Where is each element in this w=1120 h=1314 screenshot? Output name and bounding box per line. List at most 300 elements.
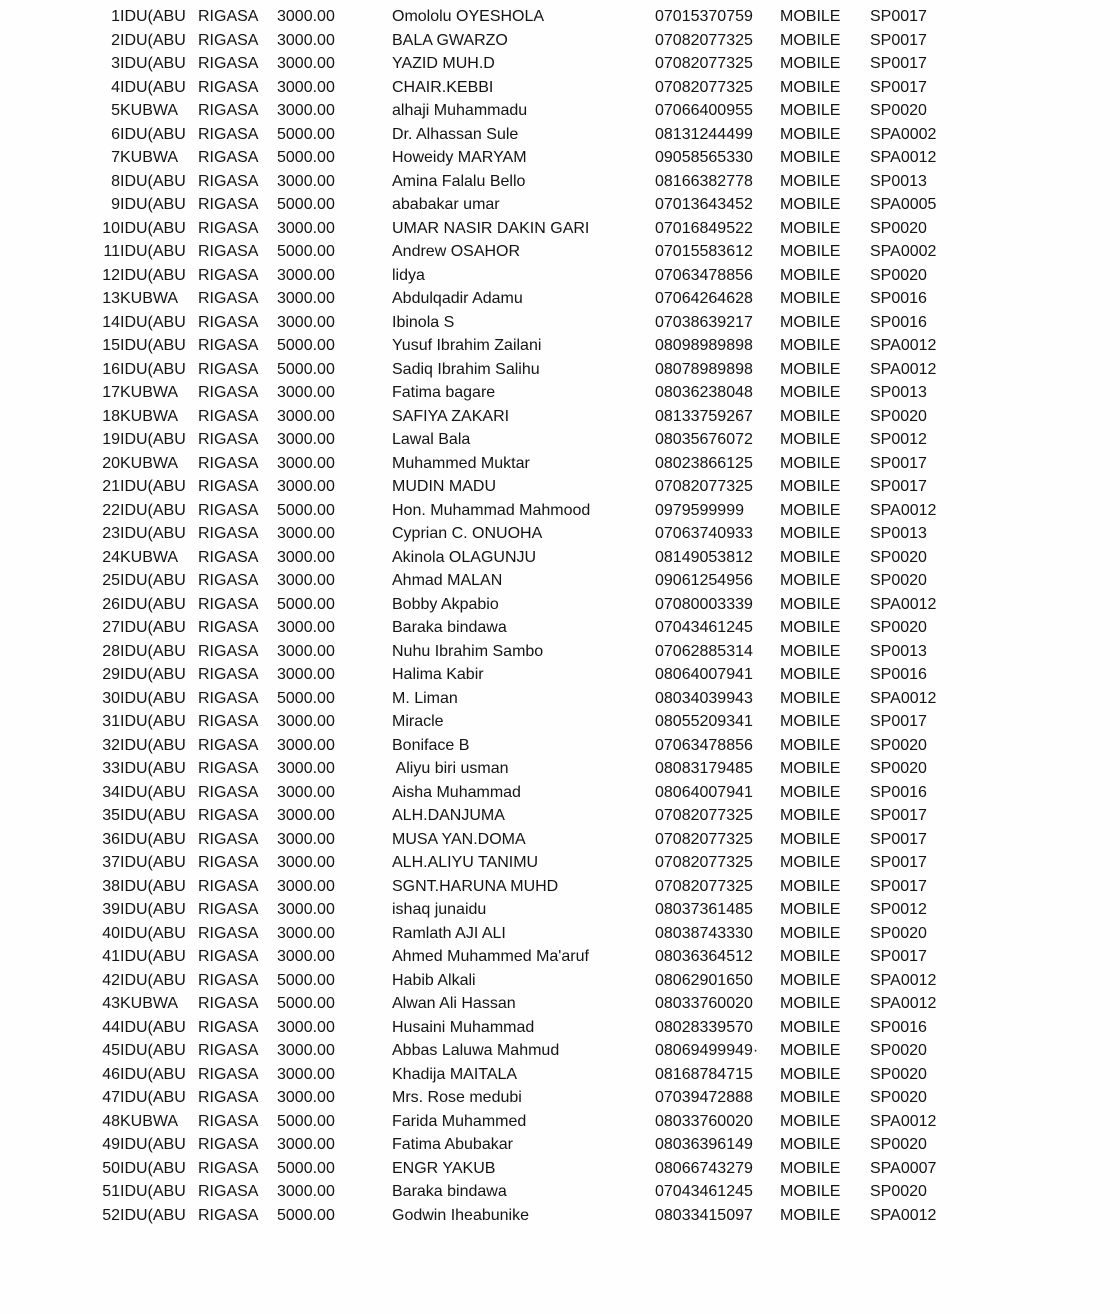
cell-line_type: MOBILE: [780, 172, 841, 190]
cell-location: IDU(ABU: [120, 689, 186, 707]
cell-serial_number: 42: [102, 971, 120, 989]
table-row: [0, 898, 1120, 922]
cell-line_type: MOBILE: [780, 877, 841, 895]
cell-amount: 5000.00: [277, 337, 335, 354]
cell-area: RIGASA: [198, 55, 259, 72]
cell-sp_code: SPA0012: [870, 501, 937, 519]
cell-location: IDU(ABU: [120, 337, 186, 354]
cell-line_type: MOBILE: [780, 78, 841, 96]
cell-amount: 3000.00: [277, 736, 335, 754]
cell-phone: 08168784715: [655, 1065, 753, 1083]
cell-name: Fatima Abubakar: [392, 1136, 513, 1153]
cell-sp_code: SP0016: [870, 666, 927, 683]
cell-serial_number: 18: [102, 407, 120, 425]
cell-serial_number: 36: [102, 830, 120, 848]
cell-sp_code: SP0016: [870, 1018, 927, 1036]
cell-phone: 08034039943: [655, 689, 753, 707]
cell-amount: 3000.00: [277, 1065, 335, 1083]
cell-serial_number: 34: [102, 783, 120, 801]
cell-phone: 07066400955: [655, 102, 753, 119]
cell-line_type: MOBILE: [780, 736, 841, 754]
table-row: [0, 1110, 1120, 1134]
cell-line_type: MOBILE: [780, 1136, 841, 1153]
cell-name: ishaq junaidu: [392, 901, 487, 918]
cell-serial_number: 20: [102, 454, 120, 472]
cell-phone: 07064264628: [655, 290, 753, 307]
cell-name: SGNT.HARUNA MUHD: [392, 877, 559, 895]
cell-location: IDU(ABU: [120, 219, 186, 237]
cell-location: IDU(ABU: [120, 1018, 186, 1036]
table-row: [0, 99, 1120, 123]
cell-line_type: MOBILE: [780, 243, 841, 260]
table-row: [0, 734, 1120, 758]
cell-name: ALH.DANJUMA: [392, 807, 505, 824]
cell-amount: 3000.00: [277, 877, 335, 895]
cell-amount: 5000.00: [277, 1112, 335, 1130]
cell-phone: 07015583612: [655, 243, 753, 260]
table-row: [0, 334, 1120, 358]
cell-name: Hon. Muhammad Mahmood: [392, 501, 591, 519]
cell-name: ababakar umar: [392, 196, 500, 213]
cell-location: IDU(ABU: [120, 78, 186, 96]
cell-amount: 3000.00: [277, 31, 335, 49]
cell-serial_number: 15: [102, 337, 120, 354]
cell-serial_number: 33: [102, 760, 120, 777]
cell-amount: 3000.00: [277, 407, 335, 425]
cell-sp_code: SPA0012: [870, 995, 937, 1012]
cell-line_type: MOBILE: [780, 548, 841, 566]
cell-sp_code: SPA0012: [870, 1112, 937, 1130]
cell-name: Ibinola S: [392, 313, 455, 331]
table-row: [0, 875, 1120, 899]
cell-amount: 5000.00: [277, 243, 335, 260]
cell-name: Baraka bindawa: [392, 1183, 507, 1200]
cell-name: Andrew OSAHOR: [392, 243, 521, 260]
cell-location: IDU(ABU: [120, 948, 186, 965]
cell-name: Fatima bagare: [392, 384, 496, 401]
cell-name: SAFIYA ZAKARI: [392, 407, 510, 425]
table-row: [0, 945, 1120, 969]
cell-amount: 5000.00: [277, 360, 335, 378]
cell-sp_code: SP0016: [870, 783, 927, 801]
table-row: [0, 969, 1120, 993]
cell-sp_code: SP0017: [870, 31, 927, 49]
cell-phone: 07082077325: [655, 877, 753, 895]
cell-area: RIGASA: [198, 1042, 259, 1059]
cell-phone: 08028339570: [655, 1018, 753, 1036]
cell-area: RIGASA: [198, 102, 259, 119]
cell-area: RIGASA: [198, 78, 259, 96]
cell-amount: 3000.00: [277, 1018, 335, 1036]
cell-name: CHAIR.KEBBI: [392, 78, 494, 96]
cell-sp_code: SPA0002: [870, 125, 937, 143]
cell-sp_code: SPA0007: [870, 1159, 937, 1177]
cell-name: MUDIN MADU: [392, 478, 496, 495]
cell-sp_code: SP0020: [870, 1089, 927, 1106]
cell-line_type: MOBILE: [780, 102, 841, 119]
table-row: [0, 1063, 1120, 1087]
cell-serial_number: 45: [102, 1042, 120, 1059]
table-row: [0, 52, 1120, 76]
cell-name: Ahmed Muhammed Ma'aruf: [392, 948, 589, 965]
cell-amount: 3000.00: [277, 760, 335, 777]
table-row: [0, 1180, 1120, 1204]
cell-serial_number: 27: [102, 619, 120, 636]
cell-phone: 08083179485: [655, 760, 753, 777]
table-row: [0, 240, 1120, 264]
cell-location: IDU(ABU: [120, 243, 186, 260]
cell-line_type: MOBILE: [780, 1159, 841, 1177]
cell-phone: 07082077325: [655, 31, 753, 49]
cell-sp_code: SP0020: [870, 219, 927, 237]
cell-amount: 3000.00: [277, 431, 335, 448]
cell-phone: 08166382778: [655, 172, 753, 190]
table-row: [0, 146, 1120, 170]
cell-serial_number: 46: [102, 1065, 120, 1083]
table-row: [0, 29, 1120, 53]
cell-serial_number: 43: [102, 995, 120, 1012]
cell-serial_number: 32: [102, 736, 120, 754]
cell-phone: 08035676072: [655, 431, 753, 448]
cell-name: Akinola OLAGUNJU: [392, 548, 537, 566]
cell-amount: 5000.00: [277, 149, 335, 166]
cell-serial_number: 30: [102, 689, 120, 707]
cell-amount: 3000.00: [277, 666, 335, 683]
cell-location: IDU(ABU: [120, 1206, 186, 1224]
cell-amount: 3000.00: [277, 454, 335, 472]
cell-serial_number: 13: [102, 290, 120, 307]
cell-phone: 07038639217: [655, 313, 753, 331]
cell-line_type: MOBILE: [780, 478, 841, 495]
cell-serial_number: 31: [102, 713, 120, 730]
cell-amount: 5000.00: [277, 1206, 335, 1224]
cell-phone: 09061254956: [655, 572, 753, 589]
cell-line_type: MOBILE: [780, 948, 841, 965]
cell-serial_number: 23: [102, 525, 120, 542]
cell-name: Aliyu biri usman: [392, 760, 509, 777]
cell-serial_number: 28: [102, 642, 120, 660]
cell-phone: 08078989898: [655, 360, 753, 378]
cell-area: RIGASA: [198, 642, 259, 660]
cell-name: Ahmad MALAN: [392, 572, 503, 589]
table-row: [0, 992, 1120, 1016]
cell-area: RIGASA: [198, 760, 259, 777]
cell-sp_code: SP0016: [870, 313, 927, 331]
cell-amount: 3000.00: [277, 642, 335, 660]
cell-line_type: MOBILE: [780, 595, 841, 613]
cell-phone: 07015370759: [655, 8, 753, 25]
cell-serial_number: 25: [102, 572, 120, 589]
cell-name: alhaji Muhammadu: [392, 102, 528, 119]
cell-sp_code: SP0020: [870, 760, 927, 777]
cell-sp_code: SP0017: [870, 8, 927, 25]
cell-line_type: MOBILE: [780, 8, 841, 25]
cell-amount: 5000.00: [277, 1159, 335, 1177]
table-row: [0, 569, 1120, 593]
cell-line_type: MOBILE: [780, 713, 841, 730]
cell-location: IDU(ABU: [120, 924, 186, 942]
cell-location: IDU(ABU: [120, 783, 186, 801]
table-row: [0, 123, 1120, 147]
cell-amount: 3000.00: [277, 924, 335, 942]
cell-location: IDU(ABU: [120, 431, 186, 448]
cell-location: KUBWA: [120, 149, 179, 166]
cell-serial_number: 17: [102, 384, 120, 401]
table-row: [0, 5, 1120, 29]
cell-line_type: MOBILE: [780, 1042, 841, 1059]
cell-location: KUBWA: [120, 1112, 179, 1130]
cell-line_type: MOBILE: [780, 1018, 841, 1036]
cell-area: RIGASA: [198, 337, 259, 354]
cell-location: KUBWA: [120, 102, 179, 119]
cell-serial_number: 38: [102, 877, 120, 895]
cell-line_type: MOBILE: [780, 125, 841, 143]
cell-amount: 5000.00: [277, 971, 335, 989]
cell-serial_number: 37: [102, 854, 120, 871]
cell-location: KUBWA: [120, 384, 179, 401]
cell-sp_code: SPA0012: [870, 971, 937, 989]
cell-serial_number: 40: [102, 924, 120, 942]
cell-serial_number: 21: [102, 478, 120, 495]
table-row: [0, 311, 1120, 335]
cell-name: Muhammed Muktar: [392, 454, 530, 472]
table-row: [0, 452, 1120, 476]
cell-location: IDU(ABU: [120, 642, 186, 660]
cell-name: UMAR NASIR DAKIN GARI: [392, 219, 590, 237]
table-row: [0, 76, 1120, 100]
cell-amount: 5000.00: [277, 689, 335, 707]
cell-amount: 3000.00: [277, 783, 335, 801]
cell-phone: 07016849522: [655, 219, 753, 237]
table-row: [0, 217, 1120, 241]
cell-area: RIGASA: [198, 243, 259, 260]
cell-line_type: MOBILE: [780, 337, 841, 354]
cell-area: RIGASA: [198, 595, 259, 613]
cell-name: Cyprian C. ONUOHA: [392, 525, 543, 542]
cell-phone: 08066743279: [655, 1159, 753, 1177]
cell-sp_code: SPA0002: [870, 243, 937, 260]
cell-location: IDU(ABU: [120, 31, 186, 49]
cell-phone: 08064007941: [655, 666, 753, 683]
cell-line_type: MOBILE: [780, 1112, 841, 1130]
cell-name: Farida Muhammed: [392, 1112, 527, 1130]
cell-line_type: MOBILE: [780, 431, 841, 448]
cell-sp_code: SP0020: [870, 548, 927, 566]
cell-phone: 08033760020: [655, 1112, 753, 1130]
cell-line_type: MOBILE: [780, 783, 841, 801]
cell-line_type: MOBILE: [780, 384, 841, 401]
cell-sp_code: SP0013: [870, 525, 927, 542]
cell-amount: 3000.00: [277, 525, 335, 542]
cell-phone: 08055209341: [655, 713, 753, 730]
cell-sp_code: SP0013: [870, 642, 927, 660]
cell-serial_number: 24: [102, 548, 120, 566]
cell-location: IDU(ABU: [120, 1042, 186, 1059]
cell-phone: 08149053812: [655, 548, 753, 566]
cell-area: RIGASA: [198, 1183, 259, 1200]
cell-serial_number: 47: [102, 1089, 120, 1106]
cell-line_type: MOBILE: [780, 642, 841, 660]
cell-name: Miracle: [392, 713, 444, 730]
cell-amount: 3000.00: [277, 901, 335, 918]
cell-area: RIGASA: [198, 854, 259, 871]
cell-area: RIGASA: [198, 31, 259, 49]
cell-sp_code: SPA0012: [870, 149, 937, 166]
cell-location: IDU(ABU: [120, 1183, 186, 1200]
cell-name: YAZID MUH.D: [392, 55, 495, 72]
cell-sp_code: SPA0012: [870, 689, 937, 707]
cell-location: IDU(ABU: [120, 666, 186, 683]
cell-amount: 3000.00: [277, 290, 335, 307]
cell-phone: 07080003339: [655, 595, 753, 613]
cell-location: IDU(ABU: [120, 266, 186, 284]
cell-name: Lawal Bala: [392, 431, 471, 448]
cell-area: RIGASA: [198, 995, 259, 1012]
cell-amount: 3000.00: [277, 807, 335, 824]
cell-serial_number: 35: [102, 807, 120, 824]
cell-sp_code: SP0020: [870, 1136, 927, 1153]
cell-phone: 07039472888: [655, 1089, 753, 1106]
cell-serial_number: 3: [111, 55, 120, 72]
cell-phone: 08069499949·: [655, 1042, 759, 1059]
table-row: [0, 593, 1120, 617]
cell-area: RIGASA: [198, 360, 259, 378]
cell-area: RIGASA: [198, 1136, 259, 1153]
cell-serial_number: 7: [111, 149, 120, 166]
table-row: [0, 287, 1120, 311]
cell-area: RIGASA: [198, 924, 259, 942]
cell-line_type: MOBILE: [780, 313, 841, 331]
cell-area: RIGASA: [198, 1112, 259, 1130]
table-row: [0, 804, 1120, 828]
cell-name: Godwin Iheabunike: [392, 1206, 529, 1224]
cell-line_type: MOBILE: [780, 807, 841, 824]
table-row: [0, 546, 1120, 570]
cell-area: RIGASA: [198, 219, 259, 237]
cell-location: IDU(ABU: [120, 360, 186, 378]
cell-serial_number: 48: [102, 1112, 120, 1130]
cell-phone: 07063478856: [655, 736, 753, 754]
cell-area: RIGASA: [198, 713, 259, 730]
cell-amount: 3000.00: [277, 266, 335, 284]
table-row: [0, 922, 1120, 946]
cell-sp_code: SPA0012: [870, 595, 937, 613]
cell-amount: 3000.00: [277, 172, 335, 190]
cell-area: RIGASA: [198, 548, 259, 566]
cell-name: Husaini Muhammad: [392, 1018, 535, 1036]
table-row: [0, 499, 1120, 523]
cell-amount: 3000.00: [277, 1183, 335, 1200]
table-row: [0, 687, 1120, 711]
cell-area: RIGASA: [198, 971, 259, 989]
cell-name: Yusuf Ibrahim Zailani: [392, 337, 542, 354]
cell-line_type: MOBILE: [780, 1206, 841, 1224]
cell-line_type: MOBILE: [780, 525, 841, 542]
cell-name: Sadiq Ibrahim Salihu: [392, 360, 540, 378]
cell-line_type: MOBILE: [780, 31, 841, 49]
cell-area: RIGASA: [198, 8, 259, 25]
cell-line_type: MOBILE: [780, 1183, 841, 1200]
cell-line_type: MOBILE: [780, 290, 841, 307]
cell-area: RIGASA: [198, 572, 259, 589]
cell-serial_number: 41: [102, 948, 120, 965]
cell-phone: 08036396149: [655, 1136, 753, 1153]
cell-amount: 3000.00: [277, 8, 335, 25]
cell-location: IDU(ABU: [120, 595, 186, 613]
cell-phone: 08033760020: [655, 995, 753, 1012]
cell-amount: 5000.00: [277, 196, 335, 213]
cell-line_type: MOBILE: [780, 971, 841, 989]
cell-amount: 3000.00: [277, 55, 335, 72]
cell-name: Habib Alkali: [392, 971, 476, 989]
cell-sp_code: SP0020: [870, 102, 927, 119]
cell-area: RIGASA: [198, 478, 259, 495]
cell-location: IDU(ABU: [120, 55, 186, 72]
cell-sp_code: SPA0012: [870, 360, 937, 378]
cell-sp_code: SP0017: [870, 55, 927, 72]
cell-line_type: MOBILE: [780, 924, 841, 942]
cell-name: Amina Falalu Bello: [392, 172, 526, 190]
table-row: [0, 193, 1120, 217]
cell-area: RIGASA: [198, 1065, 259, 1083]
cell-location: IDU(ABU: [120, 1089, 186, 1106]
cell-line_type: MOBILE: [780, 760, 841, 777]
cell-sp_code: SP0016: [870, 290, 927, 307]
cell-amount: 3000.00: [277, 1136, 335, 1153]
cell-line_type: MOBILE: [780, 666, 841, 683]
cell-serial_number: 50: [102, 1159, 120, 1177]
cell-area: RIGASA: [198, 1206, 259, 1224]
cell-amount: 3000.00: [277, 102, 335, 119]
cell-amount: 3000.00: [277, 713, 335, 730]
cell-location: IDU(ABU: [120, 830, 186, 848]
cell-phone: 09058565330: [655, 149, 753, 166]
table-row: [0, 663, 1120, 687]
cell-location: IDU(ABU: [120, 971, 186, 989]
cell-area: RIGASA: [198, 948, 259, 965]
table-row: [0, 616, 1120, 640]
cell-serial_number: 9: [111, 196, 120, 213]
cell-area: RIGASA: [198, 501, 259, 519]
cell-sp_code: SP0012: [870, 431, 927, 448]
cell-line_type: MOBILE: [780, 219, 841, 237]
cell-amount: 3000.00: [277, 572, 335, 589]
cell-sp_code: SP0012: [870, 901, 927, 918]
cell-serial_number: 19: [102, 431, 120, 448]
cell-line_type: MOBILE: [780, 501, 841, 519]
cell-location: IDU(ABU: [120, 125, 186, 143]
table-row: [0, 1086, 1120, 1110]
table-row: [0, 640, 1120, 664]
cell-sp_code: SP0020: [870, 736, 927, 754]
cell-line_type: MOBILE: [780, 149, 841, 166]
cell-location: IDU(ABU: [120, 736, 186, 754]
cell-sp_code: SP0013: [870, 172, 927, 190]
cell-location: IDU(ABU: [120, 196, 186, 213]
cell-phone: 07082077325: [655, 854, 753, 871]
cell-amount: 3000.00: [277, 948, 335, 965]
cell-sp_code: SP0020: [870, 1065, 927, 1083]
cell-location: IDU(ABU: [120, 172, 186, 190]
cell-phone: 08131244499: [655, 125, 753, 143]
cell-name: Dr. Alhassan Sule: [392, 125, 519, 143]
cell-name: Halima Kabir: [392, 666, 484, 683]
cell-line_type: MOBILE: [780, 55, 841, 72]
cell-area: RIGASA: [198, 431, 259, 448]
cell-serial_number: 26: [102, 595, 120, 613]
cell-area: RIGASA: [198, 783, 259, 801]
cell-location: IDU(ABU: [120, 478, 186, 495]
